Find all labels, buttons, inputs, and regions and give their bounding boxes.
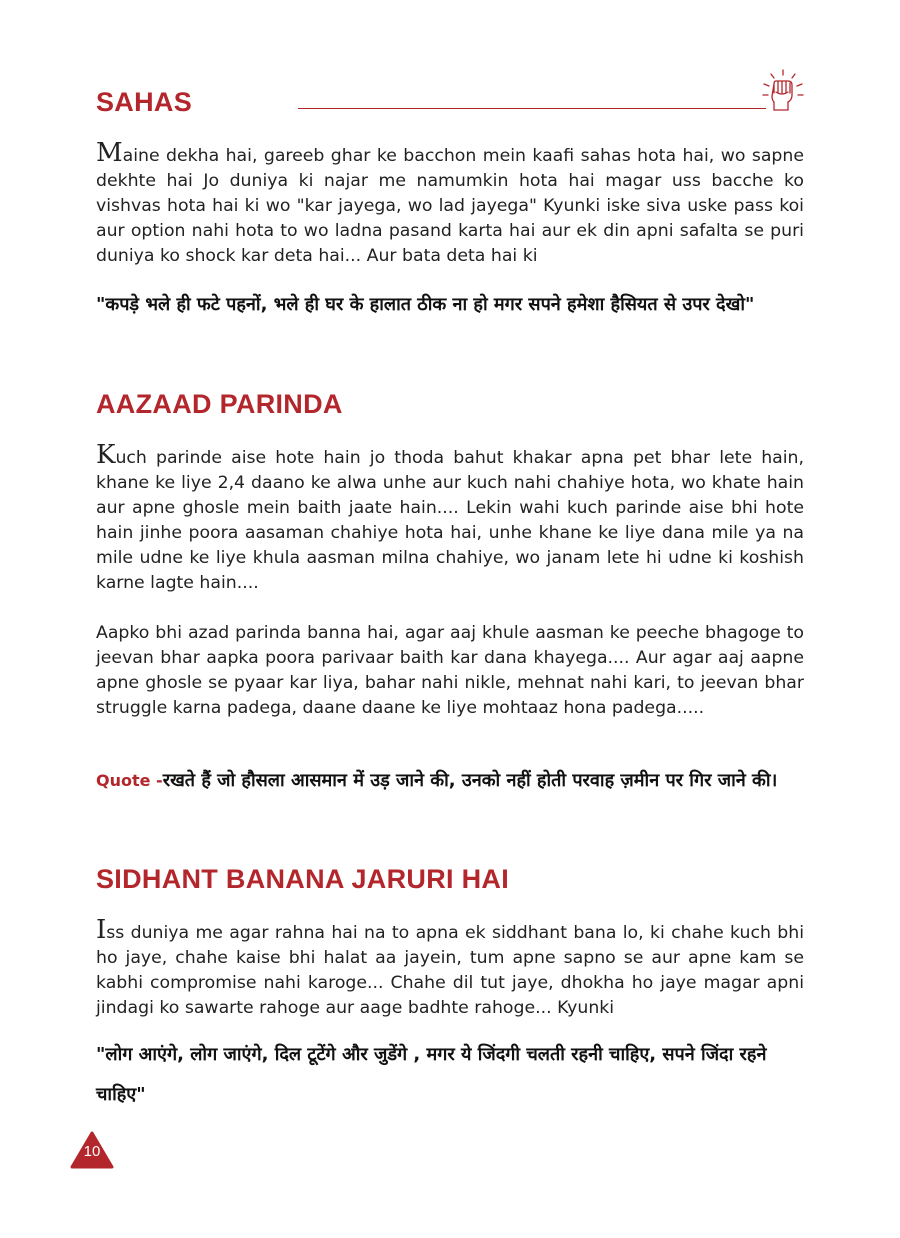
section-body-sidhant: Iss duniya me agar rahna hai na to apna ek siddhant bana lo, ki chahe kuch bhi ho jaye, chahe kaise bhi halat aa jayein, tum apne sapno se aur apne kam se kabhi compromise nahi karoge... Chahe dil tut jaye, dhokha ho jaye magar apni jindagi ko sawarte rahoge aur aage badhte rahoge... Kyunki xyxy=(96,915,804,1018)
header-rule xyxy=(298,108,766,109)
quote-sidhant: "लोग आएंगे, लोग जाएंगे, दिल टूटेंगे और जुडेंगे , मगर ये जिंदगी चलती रहनी चाहिए, सपने जिंदा रहने चाहिए" xyxy=(96,1044,767,1105)
section-body-aazaad-parinda: Kuch parinde aise hote hain jo thoda bahut khakar apna pet bhar lete hain, khane ke liye 2,4 daano ke alwa unhe aur kuch nahi chahiye hota, wo khate hain aur apne ghosle mein baith jaate hain.... Lekin wahi kuch parinde aise bhi hote hain jinhe poora aasaman chahiye hota hai, unhe khane ke liye dana mile ya na mile udne ke liye khula aasman milna chahiye, wo janam lete hi udne ki koshish karne lagte hain.... xyxy=(96,440,804,593)
section-body-sahas: Maine dekha hai, gareeb ghar ke bacchon mein kaafi sahas hota hai, wo sapne dekhte hai Jo duniya ki najar me namumkin hota hai magar uss bacche ko vishvas hota hai ki wo "kar jayega, wo lad jayega" Kyunki iske siva uske pass koi aur option nahi hota to wo ladna pasand karta hai aur ek din apni safalta se puri duniya ko shock kar deta hai... Aur bata deta hai ki xyxy=(96,138,804,266)
quote-label: Quote - xyxy=(96,771,163,790)
dropcap: M xyxy=(96,138,123,168)
section-heading-sidhant: SIDHANT BANANA JARURI HAI xyxy=(96,864,510,894)
section-heading-aazaad-parinda: AAZAAD PARINDA xyxy=(96,389,343,419)
quote-sahas: "कपड़े भले ही फटे पहनों, भले ही घर के हालात ठीक ना हो मगर सपने हमेशा हैसियत से उपर देखो" xyxy=(96,294,755,315)
quote-aazaad-parinda: Quote -रखते हैं जो हौसला आसमान में उड़ जाने की, उनको नहीं होती परवाह ज़मीन पर गिर जाने की। xyxy=(96,770,778,791)
raised-fist-icon xyxy=(758,68,808,114)
page-number: 10 xyxy=(83,1143,101,1160)
section-body-aazaad-parinda-2: Aapko bhi azad parinda banna hai, agar aaj khule aasman ke peeche bhagoge to jeevan bhar aapka poora parivaar baith kar dana khayega.... Aur agar aaj aapne apne ghosle se pyaar kar liya, bahar nahi nikle, mehnat nahi kari, to jeevan bhar struggle karna padega, daane daane ke liye mohtaaz hona padega..... xyxy=(96,623,804,718)
section-heading-sahas: SAHAS xyxy=(96,87,193,117)
dropcap: I xyxy=(96,915,107,945)
dropcap: K xyxy=(96,440,116,470)
